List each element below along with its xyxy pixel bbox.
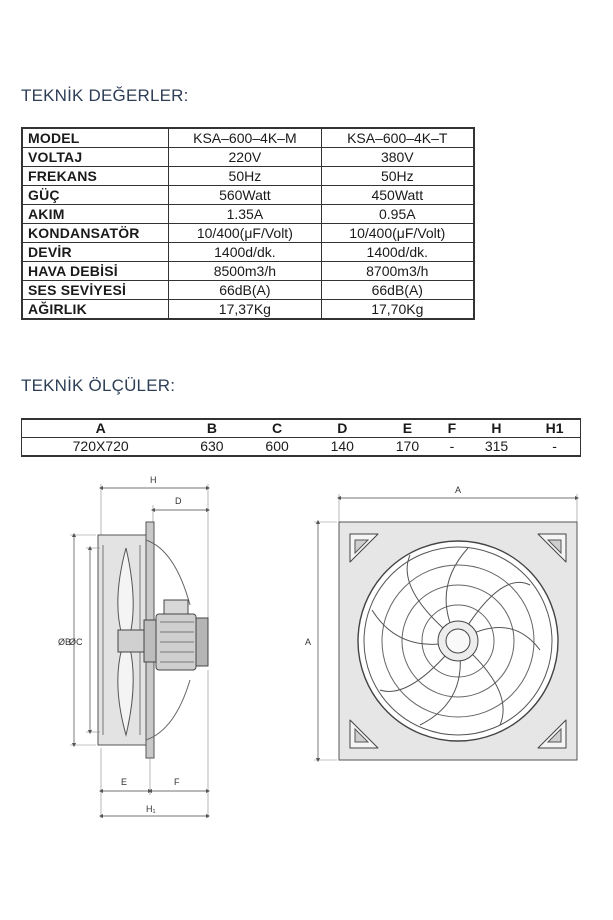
dim-label-f: F — [174, 777, 180, 787]
dim-header: H — [464, 419, 529, 438]
dim-value: - — [529, 438, 580, 457]
value-t: 8700m3/h — [321, 262, 474, 281]
dim-label-phi-b: ØB — [58, 637, 72, 647]
table-row — [22, 262, 474, 281]
value-m: 560Watt — [169, 186, 321, 205]
row-label: DEVİR — [22, 243, 169, 262]
dim-header: F — [440, 419, 464, 438]
dim-header: H1 — [529, 419, 580, 438]
dim-header: E — [375, 419, 440, 438]
side-view-drawing — [70, 484, 208, 818]
row-label: AĞIRLIK — [22, 300, 169, 320]
dimensions-value-row — [22, 438, 581, 457]
dim-value: 600 — [245, 438, 310, 457]
dim-label-a-top: A — [455, 485, 462, 495]
value-m: 1.35A — [169, 205, 321, 224]
dim-header: B — [179, 419, 244, 438]
dim-header: A — [22, 419, 180, 438]
value-m: KSA–600–4K–M — [169, 128, 321, 148]
value-t: 10/400(μF/Volt) — [321, 224, 474, 243]
value-t: KSA–600–4K–T — [321, 128, 474, 148]
table-row — [22, 243, 474, 262]
value-t: 50Hz — [321, 167, 474, 186]
dim-label-a-side: A — [305, 637, 312, 647]
row-label: FREKANS — [22, 167, 169, 186]
row-label: GÜÇ — [22, 186, 169, 205]
row-label: KONDANSATÖR — [22, 224, 169, 243]
technical-values-table — [21, 127, 475, 320]
row-label: HAVA DEBİSİ — [22, 262, 169, 281]
value-m: 66dB(A) — [169, 281, 321, 300]
row-label: MODEL — [22, 128, 169, 148]
dim-label-d: D — [175, 496, 182, 506]
dim-value: - — [440, 438, 464, 457]
dim-label-phi-c: ØC — [69, 637, 83, 647]
dim-label-h: H — [150, 475, 157, 485]
dimensions-table — [21, 418, 581, 457]
dim-value: 630 — [179, 438, 244, 457]
value-m: 1400d/dk. — [169, 243, 321, 262]
value-t: 0.95A — [321, 205, 474, 224]
technical-dimensions-title: TEKNİK ÖLÇÜLER: — [21, 376, 176, 395]
value-t: 450Watt — [321, 186, 474, 205]
table-row — [22, 128, 474, 148]
value-t: 380V — [321, 148, 474, 167]
front-view-drawing — [314, 494, 577, 760]
value-m: 50Hz — [169, 167, 321, 186]
value-m: 10/400(μF/Volt) — [169, 224, 321, 243]
table-row — [22, 224, 474, 243]
dim-value: 140 — [310, 438, 375, 457]
dim-value: 170 — [375, 438, 440, 457]
dim-value: 315 — [464, 438, 529, 457]
dim-label-e: E — [121, 777, 128, 787]
value-t: 66dB(A) — [321, 281, 474, 300]
row-label: AKIM — [22, 205, 169, 224]
value-t: 17,70Kg — [321, 300, 474, 320]
table-row — [22, 281, 474, 300]
fan-technical-drawing — [0, 470, 613, 910]
technical-values-title: TEKNİK DEĞERLER: — [21, 86, 189, 105]
dim-header: C — [245, 419, 310, 438]
table-row — [22, 148, 474, 167]
dim-header: D — [310, 419, 375, 438]
dimensions-header-row — [22, 419, 581, 438]
table-row — [22, 186, 474, 205]
table-row — [22, 300, 474, 320]
table-row — [22, 205, 474, 224]
dim-value: 720X720 — [22, 438, 180, 457]
row-label: VOLTAJ — [22, 148, 169, 167]
row-label: SES SEVİYESİ — [22, 281, 169, 300]
table-row — [22, 167, 474, 186]
value-m: 8500m3/h — [169, 262, 321, 281]
value-m: 17,37Kg — [169, 300, 321, 320]
value-m: 220V — [169, 148, 321, 167]
dim-label-h1: H₁ — [146, 804, 156, 814]
value-t: 1400d/dk. — [321, 243, 474, 262]
